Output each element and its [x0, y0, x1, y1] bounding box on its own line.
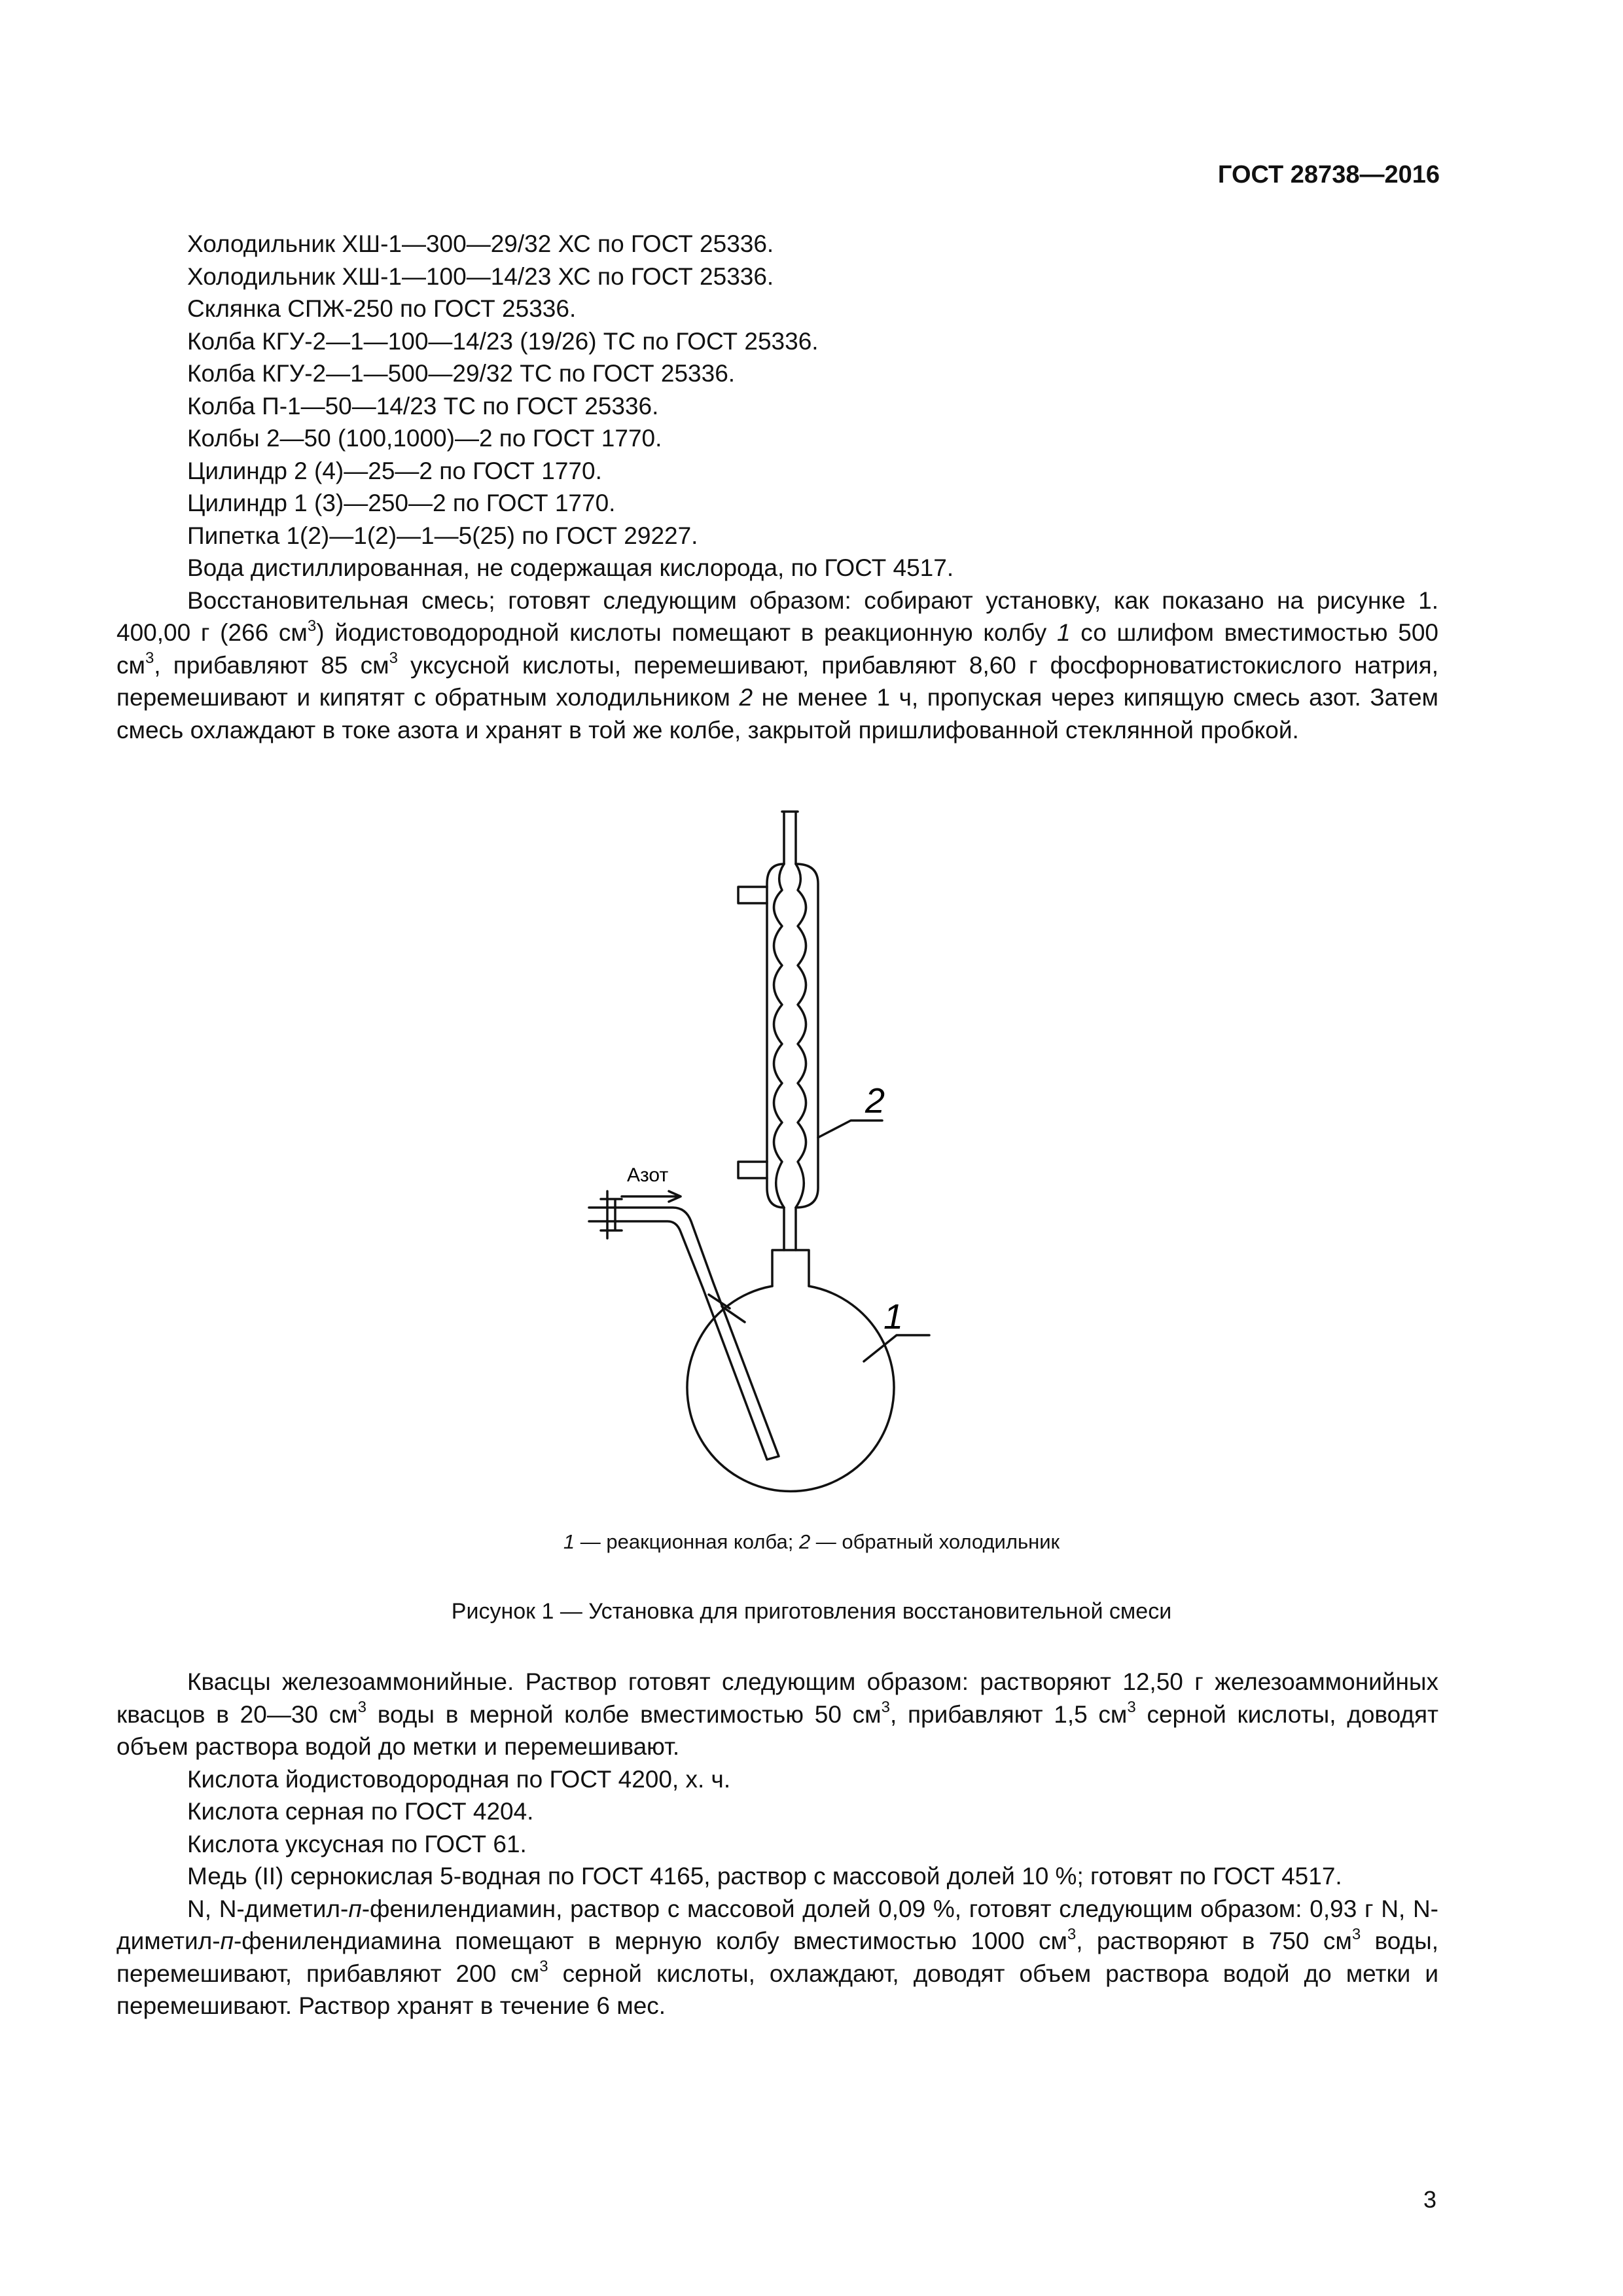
condenser-bulbs-left	[774, 864, 785, 1208]
list-item: Колбы 2—50 (100,1000)—2 по ГОСТ 1770.	[187, 425, 662, 452]
bottom-text-block	[116, 1666, 1438, 2022]
alum-paragraph: Квасцы железоаммонийные. Раствор готовят следующим образом: растворяют 12,50 г железоаммонийных квасцов в 20—30 $см^3$ воды в мерной колбе вместимостью 50 $см^3$, прибавляют 1,5 $см^3$ серной кислоты, доводят объем раствора водой до метки и перемешивают.	[116, 1668, 1438, 1760]
list-item: Медь (II) сернокислая 5-водная по ГОСТ 4165, раствор с массовой долей 10 %; готовят по ГОСТ 4517.	[187, 1863, 1342, 1890]
flask-neck	[772, 1250, 809, 1286]
list-item: Пипетка 1(2)—1(2)—1—5(25) по ГОСТ 29227.	[187, 522, 698, 549]
nitrogen-inlet-tube	[589, 1208, 779, 1460]
stopcock	[601, 1191, 622, 1238]
top-text-block	[116, 228, 1438, 746]
list-item: Цилиндр 1 (3)—250—2 по ГОСТ 1770.	[187, 490, 616, 516]
leader-label-2	[818, 1121, 882, 1138]
nitrogen-arrow	[622, 1191, 681, 1202]
list-item: Колба КГУ-2—1—500—29/32 ТС по ГОСТ 25336.	[187, 360, 736, 387]
nitrogen-label: Азот	[627, 1164, 669, 1186]
page-header-standard: ГОСТ 28738—2016	[1217, 161, 1440, 188]
list-item: Холодильник ХШ-1—100—14/23 ХС по ГОСТ 25336.	[187, 262, 774, 290]
list-item: Холодильник ХШ-1—300—29/32 ХС по ГОСТ 25336.	[187, 230, 774, 257]
list-item: Колба П-1—50—14/23 ТС по ГОСТ 25336.	[187, 392, 659, 420]
list-item: Склянка СПЖ-250 по ГОСТ 25336.	[187, 295, 577, 322]
list-item: Кислота серная по ГОСТ 4204.	[187, 1798, 534, 1825]
list-item: Вода дистиллированная, не содержащая кислорода, по ГОСТ 4517.	[187, 554, 954, 581]
leader-label-1	[864, 1335, 929, 1361]
figure-label-1: 1	[883, 1297, 904, 1336]
dimethyl-paragraph: N, N-диметил-п-фенилендиамин, раствор с массовой долей 0,09 %, готовят следующим образом: 0,93 г N, N-диметил-п-фенилендиамина помещают в мерную колбу вместимостью 1000 $см^3$, растворяют в 750 $см^3$ воды, перемешивают, прибавляют 200 $см^3$ серной кислоты, охлаждают, доводят объем раствора водой до метки и перемешивают. Раствор хранят в течение 6 мес.	[116, 1895, 1439, 2019]
reaction-flask	[687, 1286, 894, 1491]
figure-caption: Рисунок 1 — Установка для приготовления восстановительной смеси	[451, 1599, 1172, 1624]
figure-legend: 1 — реакционная колба; 2 — обратный холодильник	[563, 1530, 1060, 1553]
list-item: Кислота йодистоводородная по ГОСТ 4200, х. ч.	[187, 1765, 731, 1793]
condenser-upper-side-tube	[738, 887, 767, 903]
condenser-top-tube	[782, 812, 798, 864]
figure-label-2: 2	[865, 1081, 885, 1121]
apparatus-figure	[0, 798, 1623, 1545]
condenser-bulbs-right	[796, 864, 806, 1208]
list-item: Колба КГУ-2—1—100—14/23 (19/26) ТС по ГОСТ 25336.	[187, 327, 819, 355]
condenser-drip-tube	[784, 1208, 796, 1250]
page-number: 3	[1423, 2186, 1436, 2213]
list-item: Цилиндр 2 (4)—25—2 по ГОСТ 1770.	[187, 457, 602, 484]
reducing-mixture-paragraph: Восстановительная смесь; готовят следующим образом: собирают установку, как показано на рисунке 1. 400,00 г (266 $см^3$) йодистоводородной кислоты помещают в реакционную колбу 1 со шлифом вместимостью 500 $см^3$, прибавляют 85 $см^3$ уксусной кислоты, перемешивают, прибавляют 8,60 г фосфорноватистокислого натрия, перемешивают и кипятят с обратным холодильником 2 не менее 1 ч, пропуская через кипящую смесь азот. Затем смесь охлаждают в токе азота и хранят в той же колбе, закрытой пришлифованной стеклянной пробкой.	[116, 586, 1438, 744]
list-item: Кислота уксусная по ГОСТ 61.	[187, 1830, 527, 1857]
condenser-lower-side-tube	[738, 1162, 767, 1178]
